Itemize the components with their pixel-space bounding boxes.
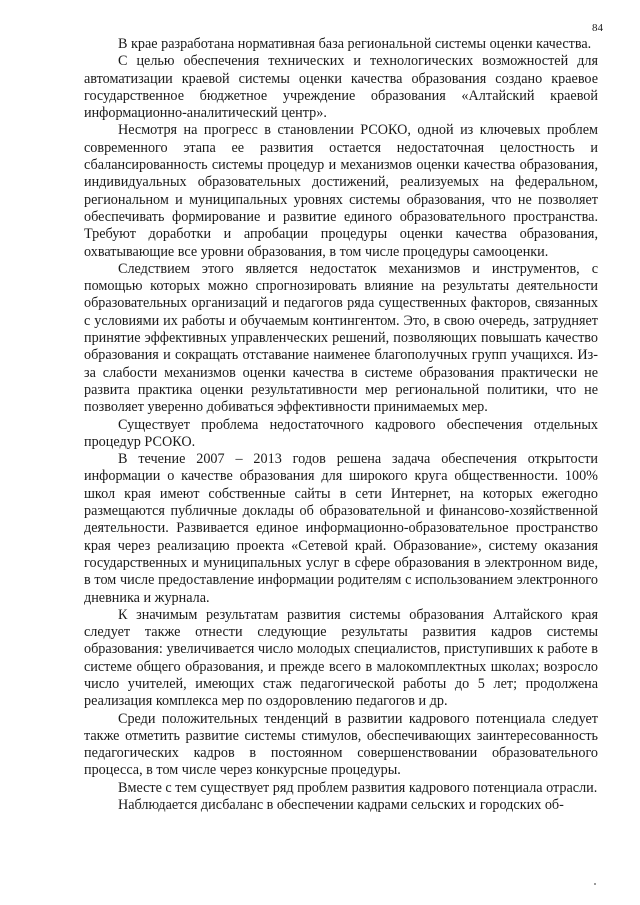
- paragraph-3: Несмотря на прогресс в становлении РСОКО, одной из ключевых проблем современного этапа ее развития остается недостаточная целостность и сбалансированность системы процедур и механизмов оценки качества образования, индивидуальных образовательных достижений, реализуемых на федеральном, региональном и муниципальных уровнях системы образования, что не позволяет обеспечивать формирование и развитие единого образовательного пространства. Требуют доработки и апробации процедуры оценки качества образования, охватывающие все уровни образования, в том числе процедуры самооценки.: [84, 122, 598, 260]
- paragraph-2: С целью обеспечения технических и технологических возможностей для автоматизации краевой системы оценки качества образования создано краевое государственное бюджетное учреждение образования «Алтайский краевой информационно-аналитический центр».: [84, 53, 598, 122]
- paragraph-10: Наблюдается дисбаланс в обеспечении кадрами сельских и городских об-: [118, 797, 564, 814]
- paragraph-7: К значимым результатам развития системы образования Алтайского края следует также отнести следующие результаты развития кадров системы образования: увеличивается число молодых специалистов, приступивших к работе в системе общего образования, и прежде всего в малокомплектных школах; возросло число учителей, имеющих стаж педагогической работы до 5 лет; продолжена реализация комплекса мер по оздоровлению педагогов и др.: [84, 606, 598, 710]
- paragraph-8: Среди положительных тенденций в развитии кадрового потенциала следует также отметить развитие системы стимулов, обеспечивающих заинтересованность педагогических кадров в постоянном совершенствовании образовательного процесса, в том числе через конкурсные процедуры.: [84, 710, 598, 779]
- paragraph-6: В течение 2007 – 2013 годов решена задача обеспечения открытости информации о качестве образования для широкого круга общественности. 100% школ края имеют собственные сайты в сети Интернет, на которых ежегодно размещаются публичные доклады об образовательной и финансово-хозяйственной деятельности. Развивается единое информационно-образовательное пространство края через реализацию проекта «Сетевой край. Образование», систему оказания государственных и муниципальных услуг в сфере образования в электронном виде, в том числе предоставление информации родителям с использованием электронного дневника и журнала.: [84, 451, 598, 606]
- scan-speck: [594, 883, 596, 885]
- page-number: 84: [592, 22, 603, 34]
- paragraph-9: Вместе с тем существует ряд проблем развития кадрового потенциала отрасли.: [118, 779, 598, 796]
- paragraph-1: В крае разработана нормативная база региональной системы оценки качества.: [118, 36, 592, 52]
- paragraph-5: Существует проблема недостаточного кадрового обеспечения отдельных процедур РСОКО.: [84, 416, 598, 450]
- paragraph-4: Следствием этого является недостаток механизмов и инструментов, с помощью которых можно спрогнозировать влияние на результаты деятельности образовательных организаций и педагогов ряда существенных факторов, связанных с условиями их работы и обучаемым контингентом. Это, в свою очередь, затрудняет принятие эффективных управленческих решений, позволяющих повышать качество образования и сокращать отставание наименее благополучных групп учащихся. Из-за слабости механизмов оценки качества в системе образования практически не развита практика оценки результативности мер региональной политики, что не позволяет уверенно добиваться эффективности принимаемых мер.: [84, 260, 598, 416]
- body-text: [84, 36, 598, 814]
